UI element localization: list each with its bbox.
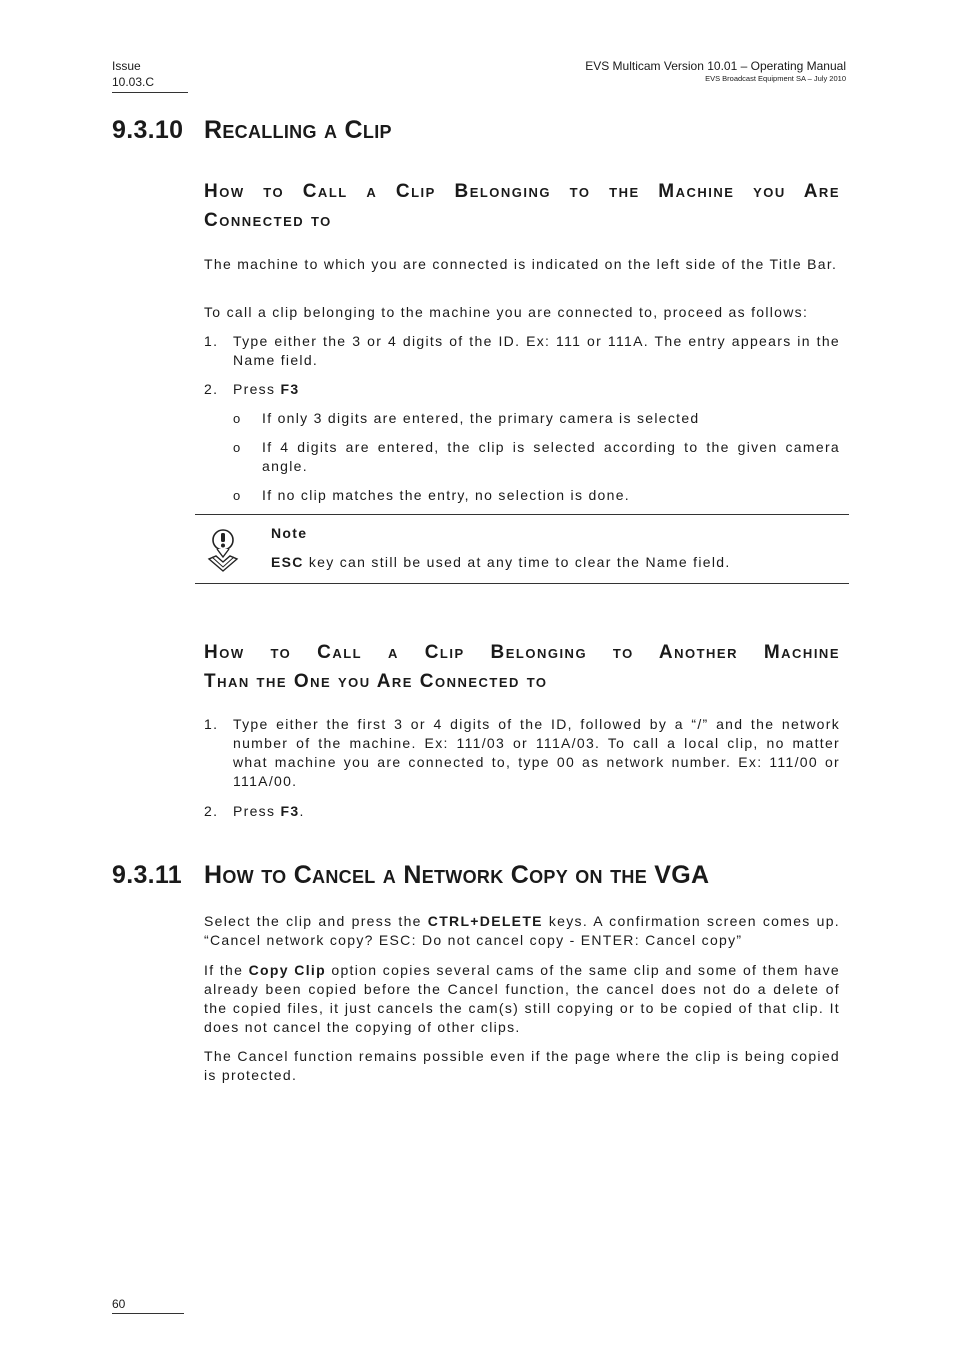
page-number: 60 (112, 1296, 184, 1314)
para-text: If the (204, 962, 249, 978)
subheading-call-clip-own-machine (204, 177, 840, 206)
issue-number: 10.03.C (112, 75, 155, 89)
key-label: ESC (271, 554, 304, 570)
paragraph-cancel-protected: The Cancel function remains possible even if the page where the clip is being copied is protected. (204, 1048, 840, 1083)
subheading-call-clip-other-machine-cont (204, 667, 840, 696)
section-title: Recalling a Clip (204, 116, 392, 144)
list-text: Type either the first 3 or 4 digits of the ID, followed by a “/” and the network number of the machine. Ex: 111/03 or 111A/03. To call a local clip, no matter what machine you are connected to, type 00 as network number. Ex: 111/00 or 111A/00. (233, 716, 840, 789)
note-title: Note (271, 525, 308, 541)
para-text: Select the clip and press the (204, 913, 428, 929)
list-number: 2. (204, 803, 219, 819)
para-text-suffix: option copies several cams of the same clip and some of them have already been copied before the Cancel function, the cancel does not do a delete of the copied files, it just cancels the cam(s) still copying or to be copied of that clip. It does not cancel the copying of other clips. (204, 962, 841, 1035)
subheading-line2: Connected to (204, 210, 332, 231)
section-heading-9-3-10 (112, 115, 392, 145)
list-number: 1. (204, 333, 219, 349)
key-label: F3 (280, 803, 300, 819)
subheading-line1: How to Call a Clip Belonging to Another Machine (204, 642, 840, 663)
bullet-marker: o (233, 440, 242, 455)
option-label: Copy Clip (248, 962, 326, 978)
note-text: key can still be used at any time to clear the Name field. (303, 554, 731, 570)
subheading-call-clip-own-machine-cont (204, 206, 840, 235)
list-number: 2. (204, 381, 219, 397)
bullet-text: If no clip matches the entry, no selection is done. (262, 487, 630, 503)
subheading-call-clip-other-machine (204, 638, 840, 667)
section-number: 9.3.10 (112, 116, 184, 144)
subheading-line1: How to Call a Clip Belonging to the Machine you Are (204, 181, 840, 202)
list-item (204, 802, 840, 821)
section-title: How to Cancel a Network Copy on the (204, 861, 647, 889)
note-box (195, 514, 849, 584)
bullet-item (233, 409, 840, 428)
paragraph-title-bar: The machine to which you are connected is indicated on the left side of the Title Bar. (204, 256, 838, 272)
note-warning-icon (205, 527, 241, 573)
issue-label: Issue (112, 59, 141, 73)
bullet-text: If 4 digits are entered, the clip is selected according to the given camera angle. (262, 439, 840, 474)
paragraph-copy-clip (204, 961, 840, 1037)
note-body (271, 554, 731, 570)
list-item (204, 380, 840, 399)
bullet-marker: o (233, 488, 242, 503)
section-number: 9.3.11 (112, 861, 182, 889)
doc-subtitle: EVS Broadcast Equipment SA – July 2010 (705, 74, 846, 83)
para-text-suffix: keys. A confirmation screen comes up. “Cancel network copy? ESC: Do not cancel copy - ENTER: Cancel copy” (204, 913, 840, 948)
list-item (204, 715, 840, 791)
list-text: Press (233, 381, 281, 397)
subheading-line2: Than the One you Are Connected to (204, 671, 548, 692)
bullet-item (233, 438, 840, 476)
section-title-suffix: VGA (654, 861, 710, 889)
list-text: Type either the 3 or 4 digits of the ID. Ex: 111 or 111A. The entry appears in the Name field. (233, 333, 840, 368)
bullet-marker: o (233, 411, 242, 426)
paragraph-proceed: To call a clip belonging to the machine you are connected to, proceed as follows: (204, 304, 809, 320)
header-issue (112, 58, 188, 93)
doc-title: EVS Multicam Version 10.01 – Operating Manual (585, 59, 846, 73)
bullet-item (233, 486, 840, 505)
header-doc-info (585, 58, 846, 84)
paragraph-ctrl-delete (204, 912, 840, 950)
list-number: 1. (204, 716, 219, 732)
bullet-text: If only 3 digits are entered, the primary camera is selected (262, 410, 700, 426)
key-label: CTRL+DELETE (427, 913, 543, 929)
list-item (204, 332, 840, 370)
list-text: Press (233, 803, 281, 819)
key-label: F3 (280, 381, 300, 397)
list-text-suffix: . (299, 803, 305, 819)
section-heading-9-3-11 (112, 860, 709, 890)
